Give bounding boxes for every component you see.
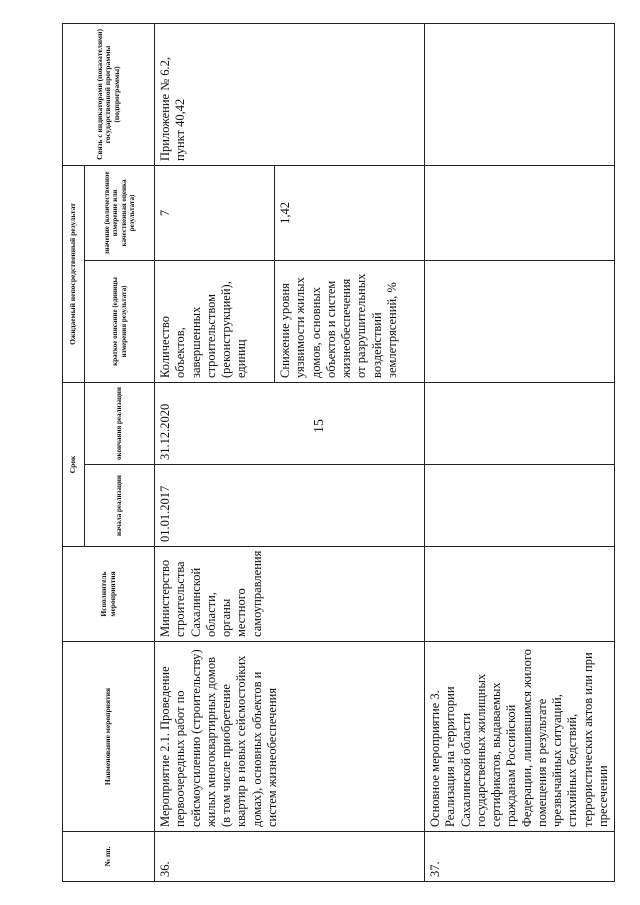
row-result2-value: 1,42 bbox=[275, 165, 425, 260]
header-num: № пп. bbox=[63, 832, 155, 882]
row-start: 01.01.2017 bbox=[155, 465, 425, 547]
row-name: Основное мероприятие 3. Реализация на территории Сахалинской области государственных жилищных сертификатов, выдаваемых гражданам Российской Федерации, лишившимся жилого помещения в результате чрезвычайных ситуаций, стихийных бедствий, террористических актов или при пресечении bbox=[425, 642, 615, 832]
row-start bbox=[425, 465, 615, 547]
header-result-desc: краткое описание (единицы измерения результата) bbox=[85, 260, 155, 382]
header-result: Ожидаемый непосредственный результат bbox=[63, 165, 85, 382]
header-term-start: начала реализации bbox=[85, 465, 155, 547]
row-result2-desc: Снижение уровня уязвимости жилых домов, основных объектов и систем жизнеобеспечения от разрушительных воздействий землетрясений, % bbox=[275, 260, 425, 382]
row-name: Мероприятие 2.1. Проведение первоочередных работ по сейсмоусилению (строительству) жилых многоквартирных домов (в том числе приобретение квартир в новых сейсмостойких домах), основных объектов и систем жизнеобеспечения bbox=[155, 642, 425, 832]
measures-table bbox=[62, 23, 615, 882]
page-number: 15 bbox=[312, 419, 327, 433]
row-end: 31.12.2020 bbox=[155, 382, 425, 464]
rotated-table-container bbox=[62, 24, 610, 882]
header-executor: Исполнитель мероприятия bbox=[63, 547, 155, 642]
row-result-desc bbox=[425, 260, 615, 382]
row-link bbox=[425, 23, 615, 165]
row-result-value bbox=[425, 165, 615, 260]
header-term-end: окончания реализации bbox=[85, 382, 155, 464]
header-term: Срок bbox=[63, 382, 85, 546]
row-end bbox=[425, 382, 615, 464]
header-name: Наименование мероприятия bbox=[63, 642, 155, 832]
header-result-value: значение (количественное измерение или качественная оценка результата) bbox=[85, 165, 155, 260]
row-num: 36. bbox=[155, 832, 425, 882]
header-link: Связь с индикаторами (показателями) государственной программы (подпрограммы) bbox=[63, 23, 155, 165]
row-result1-desc: Количество объектов, завершенных строительством (реконструкцией), единиц bbox=[155, 260, 275, 382]
table-row bbox=[155, 23, 275, 881]
row-result1-value: 7 bbox=[155, 165, 275, 260]
row-num: 37. bbox=[425, 832, 615, 882]
row-executor bbox=[425, 547, 615, 642]
table-row bbox=[425, 23, 615, 881]
row-link: Приложение № 6.2, пункт 40,42 bbox=[155, 23, 425, 165]
row-executor: Министерство строительства Сахалинской области, органы местного самоуправления bbox=[155, 547, 425, 642]
